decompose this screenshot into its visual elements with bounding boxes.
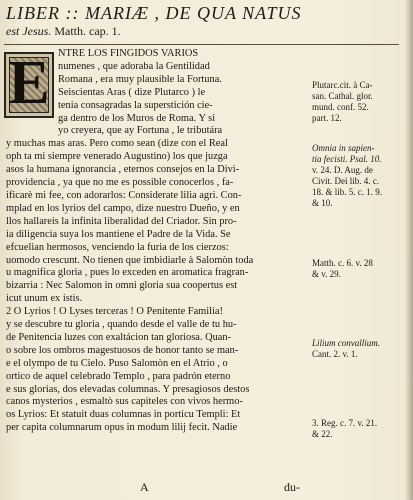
text-line: yo creyera, que ay Fortuna , le tributára [58, 125, 223, 137]
margin-note-line: Plutarc.cit. à Ca- [312, 80, 373, 90]
margin-note-line: 18. & lib. 5. c. 1. 9. [312, 187, 382, 197]
margin-note-line: Cant. 2. v. 1. [312, 349, 358, 359]
header-subtitle-italic: est Jesus. [6, 24, 52, 38]
header-rule [4, 44, 399, 45]
text-line: llos hallareis la infinita liberalidad del Criador. Sin pro- [6, 215, 237, 227]
text-line: icut unum ex istis. [6, 293, 83, 305]
catchword: du- [284, 480, 300, 494]
text-line: os Lyrios: Et statuit duas columnas in porticu Templi: Et [6, 409, 241, 421]
text-line: Seiscientas Aras ( dize Plutarco ) le [58, 86, 206, 98]
margin-note-line: Omnia in sapien- [312, 143, 375, 153]
initial-letter: E [8, 49, 50, 117]
text-line: per capita columnarum opus in modum lilij fecit. Nadie [6, 422, 238, 434]
text-line: o sobre los ombros magestuosos de honor tanto se man- [6, 344, 239, 356]
text-line: y se descubre tu gloria , quando desde el valle de tu hu- [6, 319, 237, 331]
text-line: efcuelian hermosos, venciendo la furia de los cierzos: [6, 241, 229, 253]
text-line: oph ta mi siempre venerado Augustino) los que juzga [6, 151, 228, 163]
main-text-column [6, 48, 306, 435]
margin-note-plutarch [312, 80, 407, 124]
text-line: Romana , era muy plausible la Fortuna. [58, 73, 222, 85]
text-line: e sus glorias, dos elevadas columnas. Y presagiosos destos [6, 383, 250, 395]
margin-note-kings [312, 418, 407, 440]
signature-mark: A [140, 480, 149, 494]
text-line: mplad en los lyrios del campo, dize nuestro Dueño, y en [6, 202, 240, 214]
text-line: ortico de aquel celebrado Templo , para padrón eterno [6, 370, 231, 382]
margin-note-line: Lilium convallium. [312, 338, 380, 348]
text-line: u magnifica gloria , pues lo exceden en aromatica fragran- [6, 267, 249, 279]
margin-note-line: v. 24. D. Aug. de [312, 165, 373, 175]
margin-note-line: & 10. [312, 198, 333, 208]
text-line: y muchas mas aras. Pero como sean (dize con el Real [6, 138, 228, 150]
running-header: LIBER :: MARIÆ , DE QUA NATUS [6, 3, 302, 23]
margin-note-line: mund. conf. 52. [312, 102, 369, 112]
margin-note-psalm [312, 143, 407, 209]
text-line: 2 O Lyrios ! O Lyses terceras ! O Penitente Familia! [6, 306, 223, 318]
margin-note-line: Matth. c. 6. v. 28 [312, 258, 373, 268]
margin-note-line: Civit. Dei lib. 4. c. [312, 176, 379, 186]
text-line: ga dentro de los Muros de Roma. Y si [58, 112, 216, 124]
text-line: NTRE LOS FINGIDOS VARIOS [58, 48, 199, 59]
header-subtitle [6, 24, 306, 38]
text-line: canos mysterios , esmaltò sus capiteles con vivos hermo- [6, 396, 243, 408]
text-line: de Penitencia luzes con exaltácion tan gloriosa. Quan- [6, 331, 232, 343]
margin-note-matthew [312, 258, 407, 280]
text-line: providencia , ya que no me es possible conocerlos , fa- [6, 177, 234, 189]
text-line: uomodo crescunt. No tienen que imbidiarle à Salomòn toda [6, 254, 254, 266]
text-line: ificarè mi fee, con adorarlos: Considerate lilia agri. Con- [6, 189, 242, 201]
text-line: e el olympo de tu Cielo. Puso Salomòn en el Atrio , o [6, 357, 228, 369]
margin-note-line: & v. 29. [312, 269, 341, 279]
margin-note-canticle [312, 338, 407, 360]
text-line: numenes , que adoraba la Gentilidad [58, 60, 210, 72]
margin-note-line: & 22. [312, 429, 333, 439]
text-line: tenia consagradas la superstición cie- [58, 99, 213, 111]
margin-note-line: part. 12. [312, 113, 342, 123]
margin-note-line: tia fecisti. Psal. 10. [312, 154, 382, 164]
margin-note-line: 3. Reg. c. 7. v. 21. [312, 418, 378, 428]
text-line: ia diligencia suya los mantiene el Padre de la Vida. Se [6, 228, 231, 240]
header-subtitle-reference: Matth. cap. 1. [51, 24, 121, 38]
text-line: bizarria : Nec Salomon in omni gloria sua coopertus est [6, 280, 238, 292]
text-line: asos la humana ignorancia , eternos consejos en la Divi- [6, 164, 240, 176]
margin-note-line: san. Cathal. glor. [312, 91, 373, 101]
